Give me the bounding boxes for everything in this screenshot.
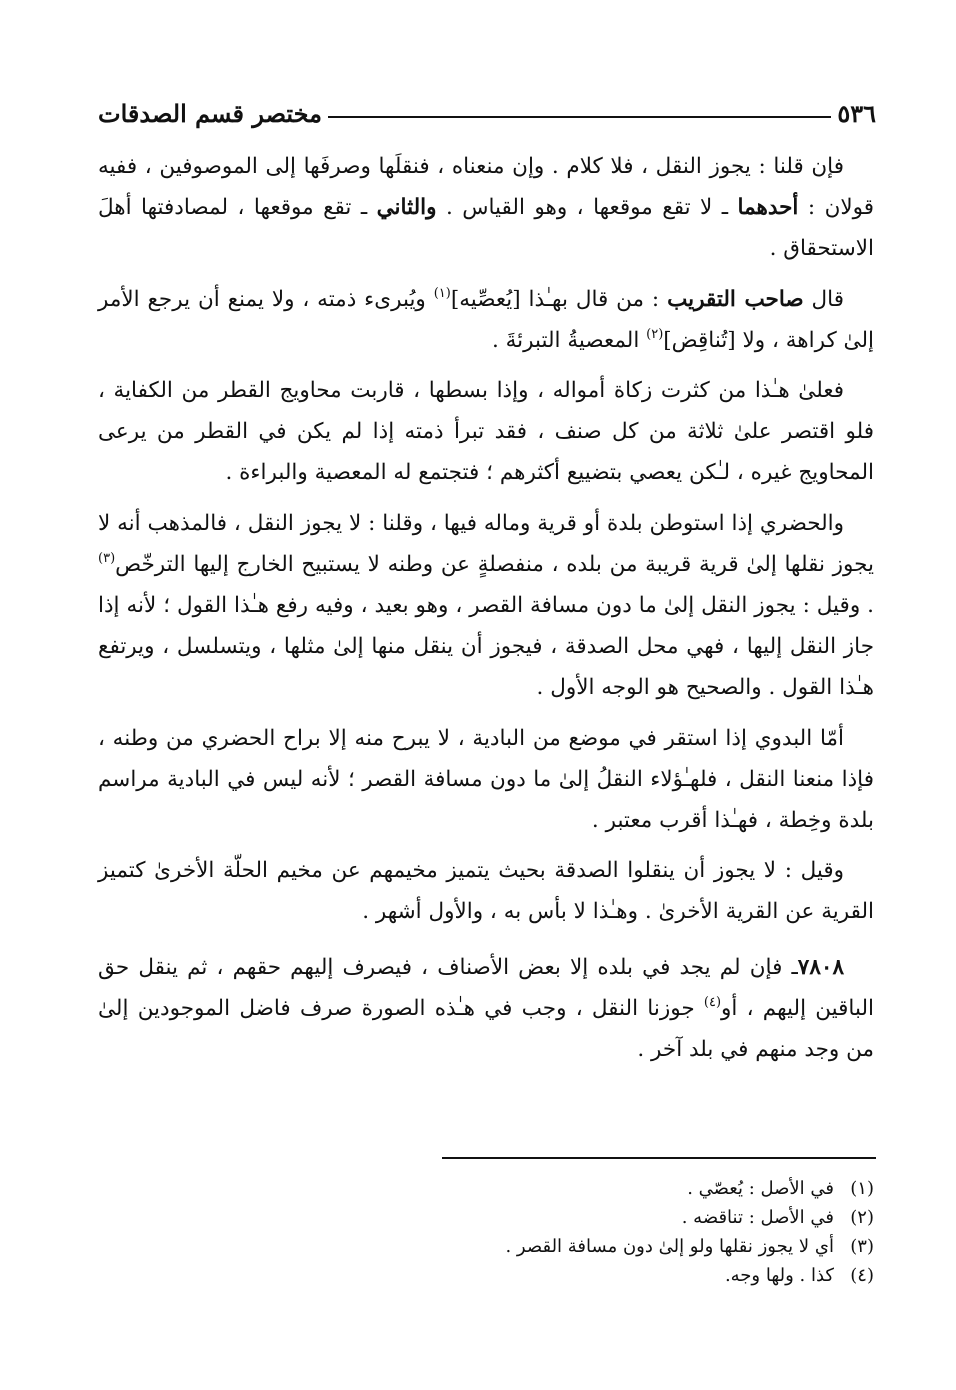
text-run: . وقيل : يجوز النقل إلىٰ ما دون مسافة القصر ، وهو بعيد ، وفيه رفع هـٰذا القول ؛ لأنه إذا جاز النقل إليها ، فهي محل الصدقة ، فيجوز أن ينقل منها إلىٰ مثلها ، ويتسلسل ، ويرتفع هـٰذا القول . والصحيح هو الوجه الأول . xyxy=(98,593,874,701)
footnote-item xyxy=(174,1203,874,1232)
running-header xyxy=(98,88,876,128)
footnote-ref[interactable]: (١) xyxy=(433,285,451,301)
bold-term: أحدهما xyxy=(737,195,799,221)
text-run: جوزنا النقل ، وجب في هـٰذه الصورة صرف فاضل الموجودين إلىٰ من وجد منهم في بلد آخر . xyxy=(98,995,874,1063)
text-run: فإن قلنا : يجوز النقل ، فلا كلام . وإن منعناه ، فنقلَها وصرفَها إلى الموصوفين ، ففيه قولان : xyxy=(98,154,875,221)
footnote-text: كذا . ولها وجه. xyxy=(724,1265,834,1286)
text-run: المعصيةُ التبرئةَ . xyxy=(491,327,647,353)
paragraph-3: فعلىٰ هـٰذا من كثرت زكاة أمواله ، وإذا بسطها ، قاربت محاويج القطر من الكفاية ، فلو اقتصر علىٰ ثلاثة من كل صنف ، فقد تبرأ ذمته إذا لم يكن في القطر من يرعى المحاويج غيره ، لـٰكن يعصي بتضييع أكثرهم ؛ فتجتمع له المعصية والبراءة . xyxy=(98,378,874,486)
main-text xyxy=(98,146,874,1079)
footnote-text: في الأصل : يُعصّي . xyxy=(687,1178,834,1199)
bold-term: والثاني xyxy=(376,195,437,221)
paragraph-7 xyxy=(98,947,874,1071)
footnote-ref[interactable]: (٣) xyxy=(98,550,116,566)
footnote-number: (٣) xyxy=(850,1236,874,1257)
page-number: ٥٣٦ xyxy=(837,99,876,128)
footnote-text: أي لا يجوز نقلها ولو إلىٰ دون مسافة القصر . xyxy=(505,1236,834,1257)
footnote-ref[interactable]: (٤) xyxy=(703,994,722,1010)
footnote-number: (٢) xyxy=(850,1207,874,1228)
paragraph-5: أمّا البدوي إذا استقر في موضع من البادية ، لا يبرح منه إلا براح الحضري من وطنه ، فإذا منعنا النقل ، فلهـٰؤلاء النقلُ إلىٰ ما دون مسافة القصر ؛ لأنه ليس في البادية مراسم بلدة وخِطة ، فهـٰذا أقرب معتبر . xyxy=(98,725,874,834)
section-number: ٧٨٠٨ xyxy=(797,954,844,980)
text-run: ـ فإن لم يجد في بلده إلا بعض الأصناف ، فيصرف إليهم حقهم ، ثم ينقل حق الباقين إليهم ، أو xyxy=(98,954,874,1021)
footnote-number: (١) xyxy=(850,1178,874,1199)
paragraph-2 xyxy=(98,279,874,361)
footnote-ref[interactable]: (٢) xyxy=(646,326,664,342)
text-run: ـ لا تقع موقعها ، وهو القياس . xyxy=(436,195,738,221)
text-run: قال xyxy=(803,286,844,312)
paragraph-1 xyxy=(98,146,874,270)
footnote-divider xyxy=(442,1157,876,1159)
footnote-text: في الأصل : تناقضه . xyxy=(681,1207,834,1228)
text-run: : من قال بهـٰذا [يُعصِّيه] xyxy=(450,286,668,312)
header-rule xyxy=(328,116,831,118)
text-run: ويُبرىء ذمته ، ولا يمنع أن يرجع الأمر إلىٰ كراهة ، ولا [تُناقِض] xyxy=(98,286,874,353)
paragraph-6: وقيل : لا يجوز أن ينقلوا الصدقة بحيث يتميز مخيمهم عن مخيم الحلّة الأخرىٰ كتميز القرية عن القرية الأخرىٰ . وهـٰذا لا بأس به ، والأول أشهر . xyxy=(98,858,874,925)
footnotes xyxy=(174,1174,874,1290)
bold-term: صاحب التقريب xyxy=(667,286,804,312)
footnote-number: (٤) xyxy=(850,1265,874,1286)
footnote-item xyxy=(174,1232,874,1261)
paragraph-4 xyxy=(98,503,874,709)
text-run: والحضري إذا استوطن بلدة أو قرية وماله فيها ، وقلنا : لا يجوز النقل ، فالمذهب أنه لا يجوز نقلها إلىٰ قرية قريبة من بلده ، منفصلةٍ عن وطنه لا يستبيح الخارج إليها الترخّص xyxy=(98,510,874,577)
running-title: مختصر قسم الصدقات xyxy=(98,99,322,128)
footnote-item xyxy=(174,1174,874,1203)
text-run: ـ تقع موقعها ، لمصادفتها أهلَ الاستحقاق . xyxy=(98,195,874,262)
footnote-item xyxy=(174,1261,874,1290)
